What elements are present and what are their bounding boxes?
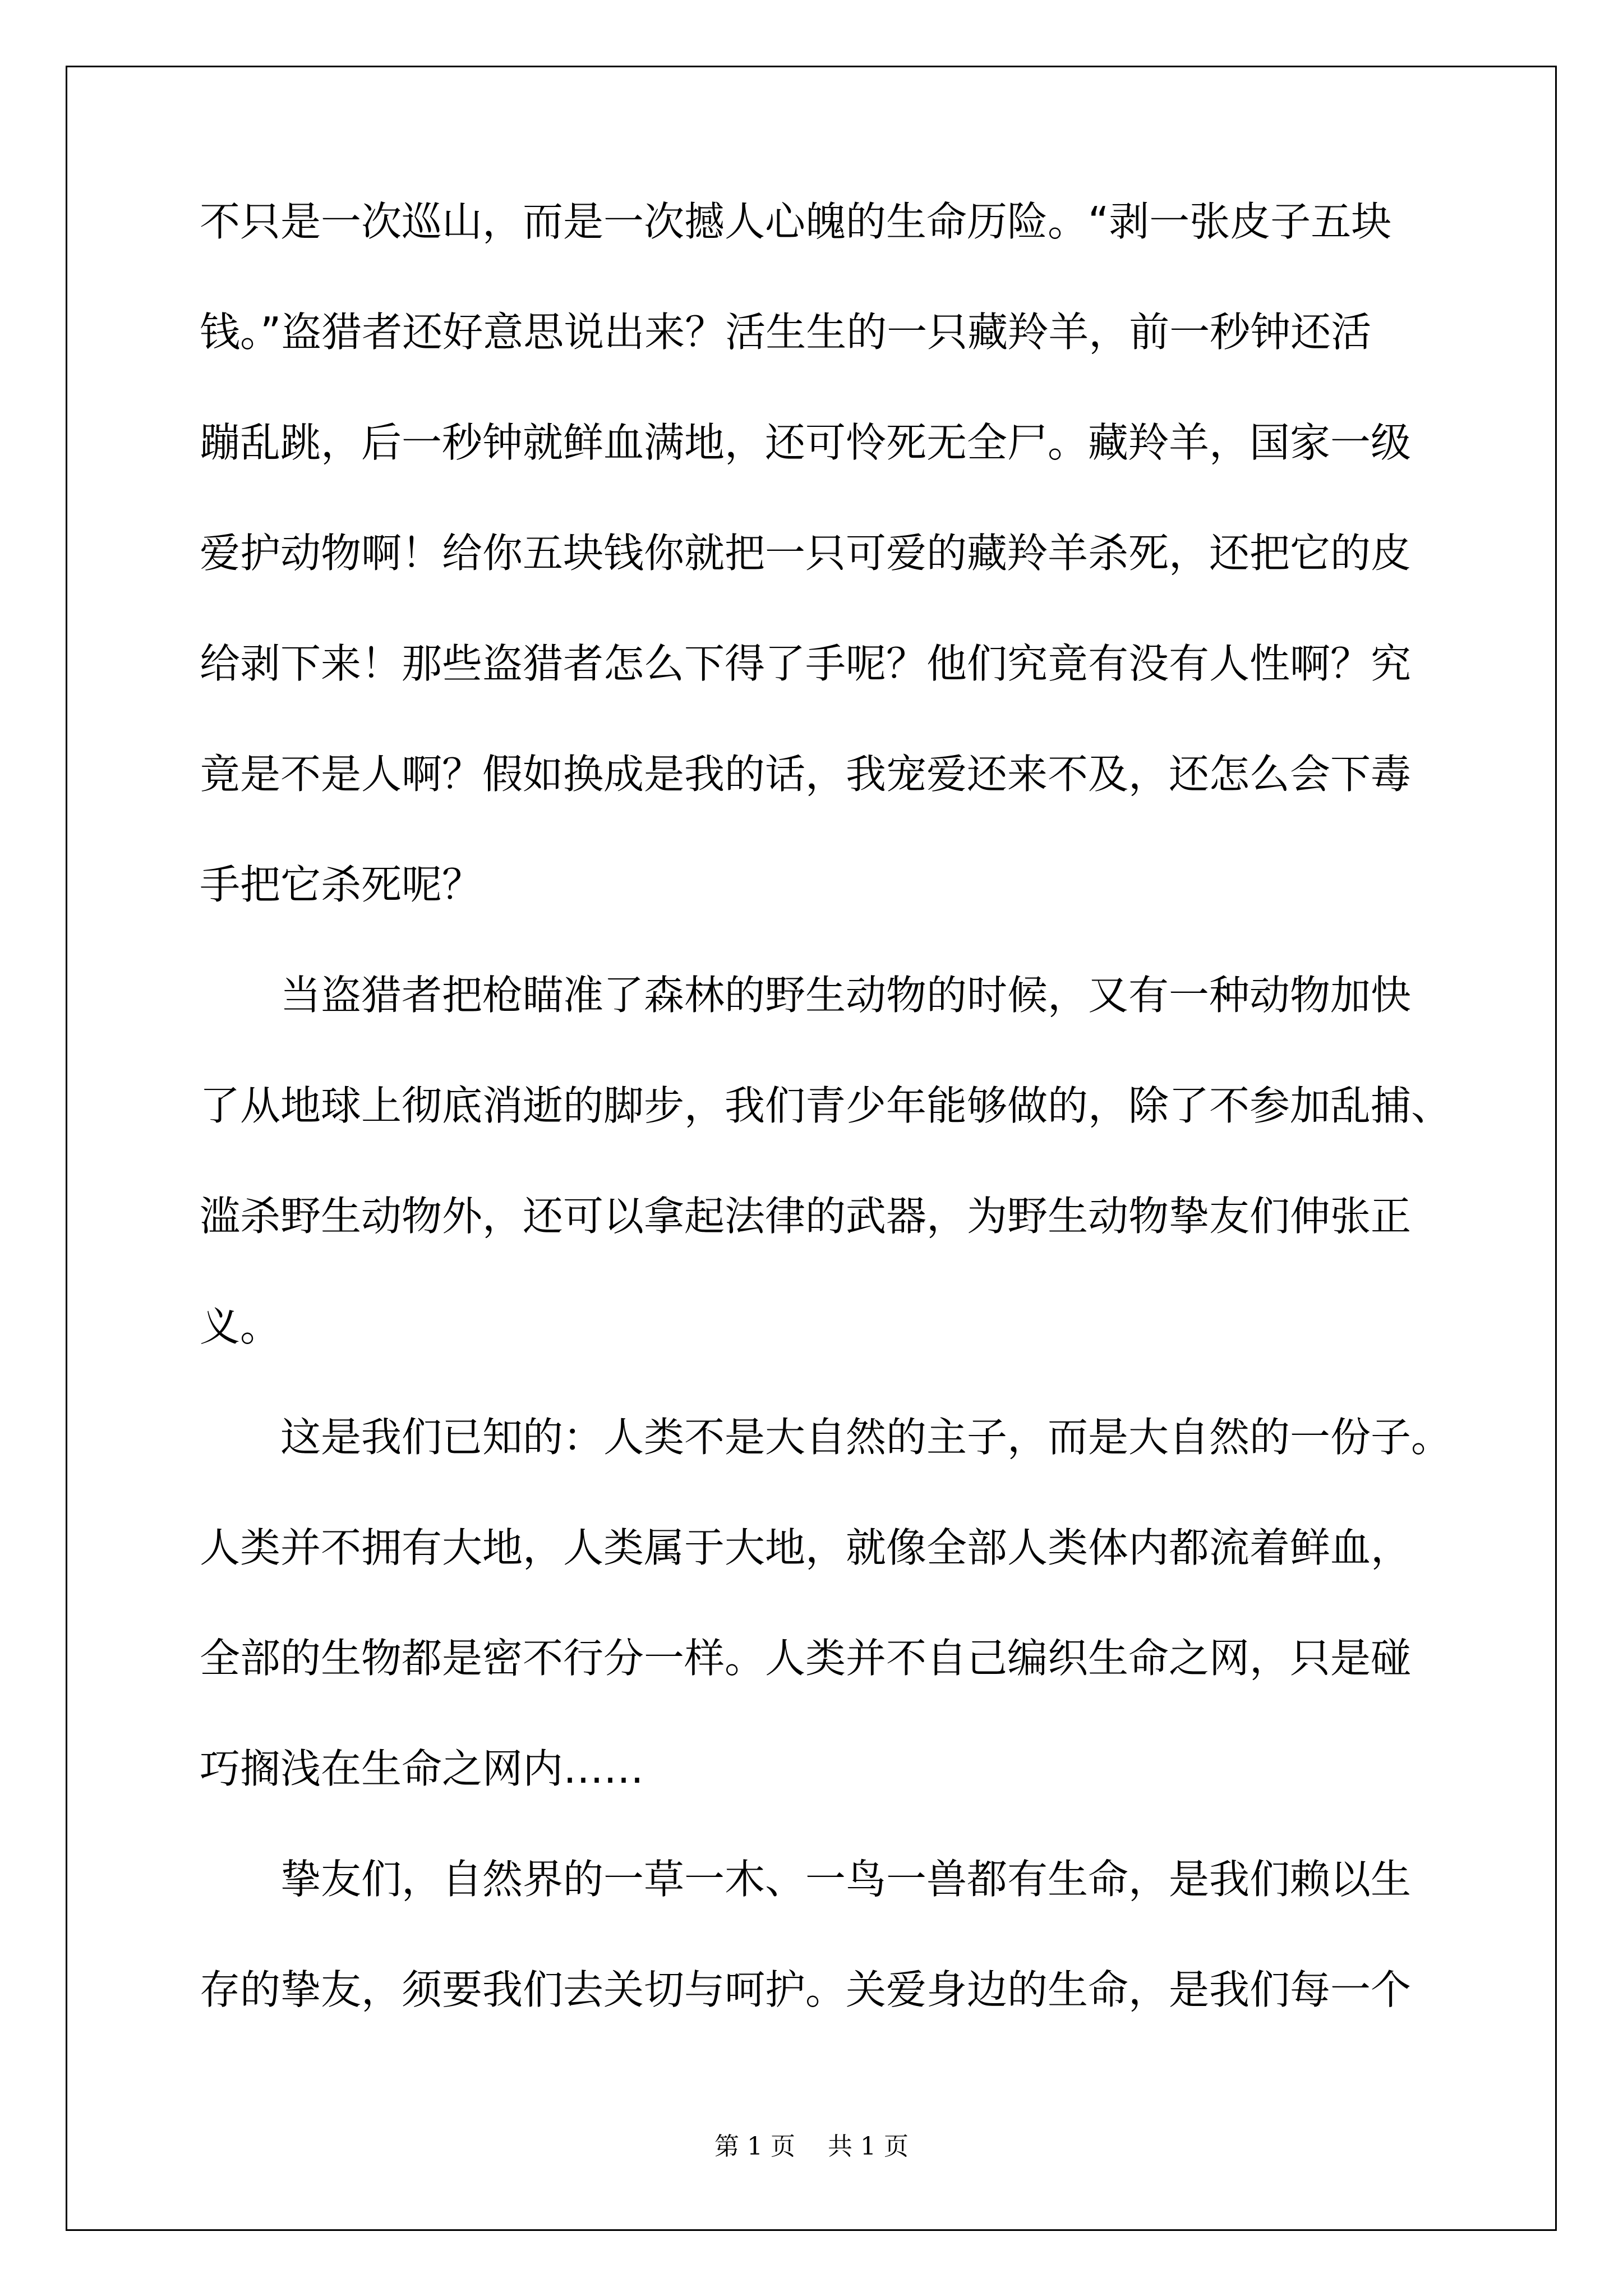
page-total: 共 1 页 bbox=[828, 2132, 909, 2161]
text-line: 挚友们，自然界的一草一木、一鸟一兽都有生命，是我们赖以生 bbox=[280, 1856, 1412, 1903]
text-line: 存的挚友，须要我们去关切与呵护。关爱身边的生命，是我们每一个 bbox=[200, 1966, 1412, 2013]
text-line: 钱。”盗猎者还好意思说出来？活生生的一只藏羚羊，前一秒钟还活 bbox=[200, 309, 1372, 356]
text-line: 给剥下来！那些盗猎者怎么下得了手呢？他们究竟有没有人性啊？究 bbox=[200, 640, 1412, 687]
text-line: 人类并不拥有大地，人类属于大地，就像全部人类体内都流着鲜血， bbox=[200, 1524, 1412, 1571]
text-line: 竟是不是人啊？假如换成是我的话，我宠爱还来不及，还怎么会下毒 bbox=[200, 751, 1412, 798]
text-line: 手把它杀死呢？ bbox=[200, 861, 483, 908]
text-line: 不只是一次巡山，而是一次撼人心魄的生命历险。“剥一张皮子五块 bbox=[200, 198, 1392, 245]
text-line: 蹦乱跳，后一秒钟就鲜血满地，还可怜死无全尸。藏羚羊，国家一级 bbox=[200, 419, 1412, 466]
text-line: 全部的生物都是密不行分一样。人类并不自己编织生命之网，只是碰 bbox=[200, 1635, 1412, 1682]
text-line: 滥杀野生动物外，还可以拿起法律的武器，为野生动物挚友们伸张正 bbox=[200, 1193, 1412, 1240]
text-line: 义。 bbox=[200, 1303, 281, 1350]
text-line: 这是我们已知的：人类不是大自然的主子，而是大自然的一份子。 bbox=[280, 1414, 1452, 1461]
page-footer bbox=[0, 2126, 1623, 2162]
text-line: 了从地球上彻底消逝的脚步，我们青少年能够做的，除了不参加乱捕、 bbox=[200, 1082, 1452, 1129]
text-line: 爱护动物啊！给你五块钱你就把一只可爱的藏羚羊杀死，还把它的皮 bbox=[200, 530, 1412, 577]
page-number: 第 1 页 bbox=[714, 2132, 795, 2161]
text-line: 巧搁浅在生命之网内…… bbox=[200, 1745, 644, 1792]
text-line: 当盗猎者把枪瞄准了森林的野生动物的时候，又有一种动物加快 bbox=[280, 972, 1412, 1019]
